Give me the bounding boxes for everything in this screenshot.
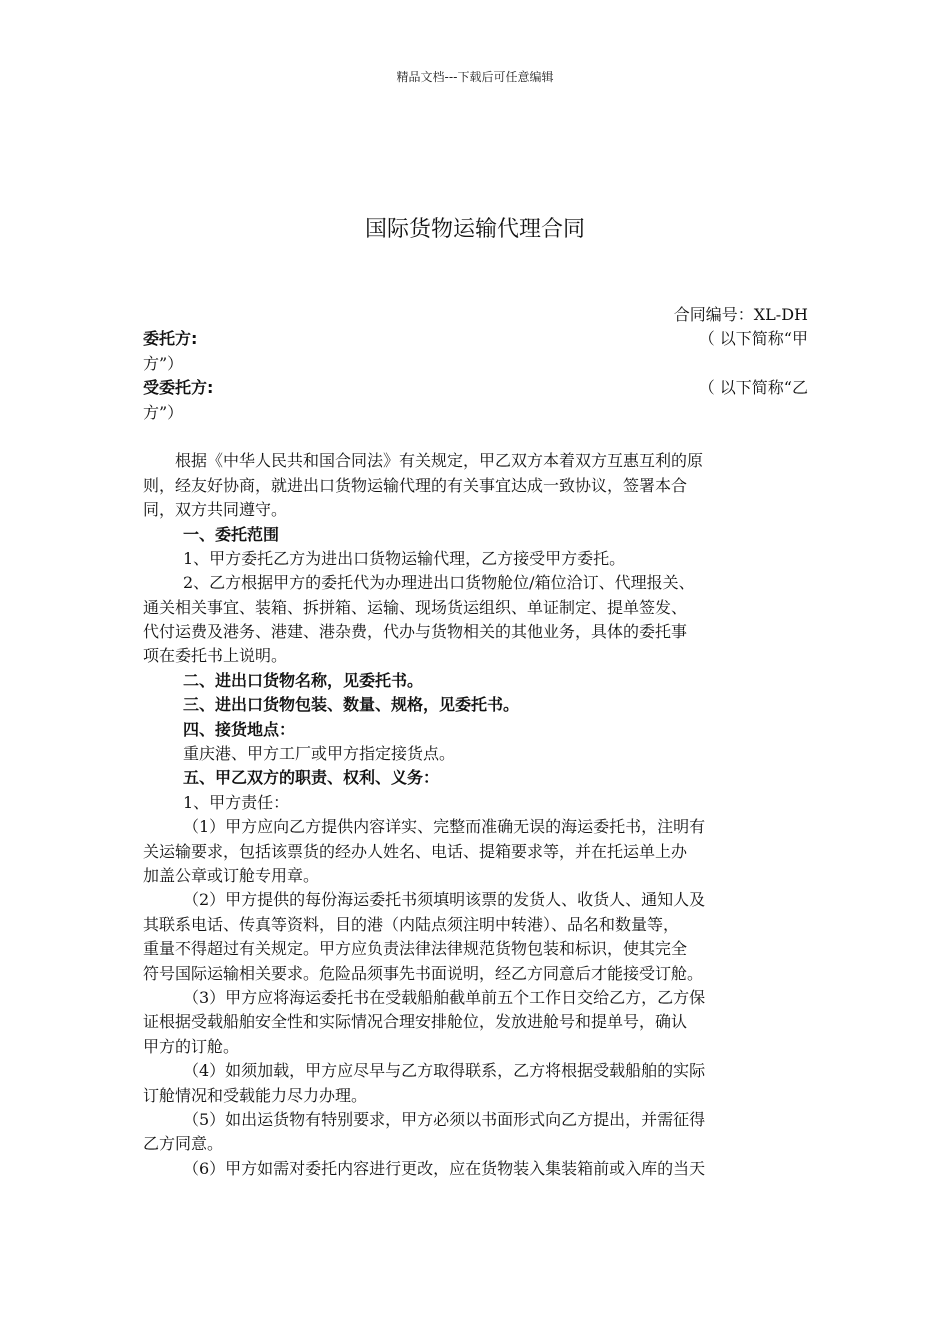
section-4-heading: 四、接货地点：: [183, 719, 296, 739]
contract-number: 合同编号：XL-DH: [673, 305, 808, 324]
section-1-clause-1: 1、甲方委托乙方为进出口货物运输代理，乙方接受甲方委托。: [183, 548, 626, 568]
duty-item-6-line: （6）甲方如需对委托内容进行更改，应在货物装入集装箱前或入库的当天: [183, 1158, 706, 1178]
contract-body: [143, 303, 808, 1181]
section-5-heading: 五、甲乙双方的职责、权利、义务：: [183, 768, 440, 788]
preamble-line: 同，双方共同遵守。: [143, 500, 288, 520]
party-b-abbrev: （ 以下简称“乙: [698, 378, 808, 398]
section-1-clause-2-line: 2、乙方根据甲方的委托代为办理进出口货物舱位/箱位洽订、代理报关、: [183, 573, 695, 593]
duty-item-4-line: （4）如须加载，甲方应尽早与乙方取得联系，乙方将根据受载船舶的实际: [183, 1061, 706, 1081]
section-5-subheading: 1、甲方责任：: [183, 792, 290, 812]
duty-item-4-line: 订舱情况和受载能力尽力办理。: [143, 1085, 368, 1105]
duty-item-2-line: （2）甲方提供的每份海运委托书须填明该票的发货人、收货人、通知人及: [183, 890, 706, 910]
duty-item-1-line: （1）甲方应向乙方提供内容详实、完整而准确无误的海运委托书，注明有: [183, 817, 706, 837]
duty-item-1-line: 关运输要求，包括该票货的经办人姓名、电话、提箱要求等，并在托运单上办: [143, 841, 688, 861]
section-2-heading: 二、进出口货物名称，见委托书。: [183, 670, 424, 690]
duty-item-2-line: 符号国际运输相关要求。危险品须事先书面说明，经乙方同意后才能接受订舱。: [143, 963, 704, 983]
section-4-text: 重庆港、甲方工厂或甲方指定接货点。: [183, 744, 456, 764]
party-b-row: [143, 376, 808, 400]
duty-item-5-line: （5）如出运货物有特别要求，甲方必须以书面形式向乙方提出，并需征得: [183, 1109, 706, 1129]
header-note: 精品文档---下载后可任意编辑: [396, 70, 554, 84]
party-a-label: 委托方:: [143, 329, 198, 349]
duty-item-3-line: 证根据受载船舶安全性和实际情况合理安排舱位，发放进舱号和提单号，确认: [143, 1012, 688, 1032]
preamble-line: 则，经友好协商，就进出口货物运输代理的有关事宜达成一致协议，签署本合: [143, 475, 688, 495]
duty-item-2-line: 重量不得超过有关规定。甲方应负责法律法律规范货物包装和标识，使其完全: [143, 939, 688, 959]
party-b-label: 受委托方:: [143, 378, 214, 398]
section-1-clause-2-line: 代付运费及港务、港建、港杂费，代办与货物相关的其他业务，具体的委托事: [143, 622, 688, 642]
duty-item-3-line: 甲方的订舱。: [143, 1036, 240, 1056]
party-b-abbrev-cont: 方”）: [143, 402, 184, 422]
section-1-heading: 一、委托范围: [183, 524, 280, 544]
document-title: 国际货物运输代理合同: [364, 217, 585, 242]
duty-item-1-line: 加盖公章或订舱专用章。: [143, 865, 320, 885]
section-1-clause-2-line: 通关相关事宜、装箱、拆拼箱、运输、现场货运组织、单证制定、提单签发、: [143, 597, 688, 617]
party-a-abbrev: （ 以下简称“甲: [698, 329, 808, 349]
spacer: [143, 425, 808, 449]
duty-item-3-line: （3）甲方应将海运委托书在受载船舶截单前五个工作日交给乙方，乙方保: [183, 987, 706, 1007]
section-3-heading: 三、进出口货物包装、数量、规格，见委托书。: [183, 695, 520, 715]
party-a-abbrev-cont: 方”）: [143, 353, 184, 373]
duty-item-2-line: 其联系电话、传真等资料，目的港（内陆点须注明中转港）、品名和数量等，: [143, 914, 680, 934]
duty-item-5-line: 乙方同意。: [143, 1134, 224, 1154]
section-1-clause-2-line: 项在委托书上说明。: [143, 646, 288, 666]
party-a-row: [143, 327, 808, 351]
preamble-line: 根据《中华人民共和国合同法》有关规定，甲乙双方本着双方互惠互利的原: [175, 451, 704, 471]
